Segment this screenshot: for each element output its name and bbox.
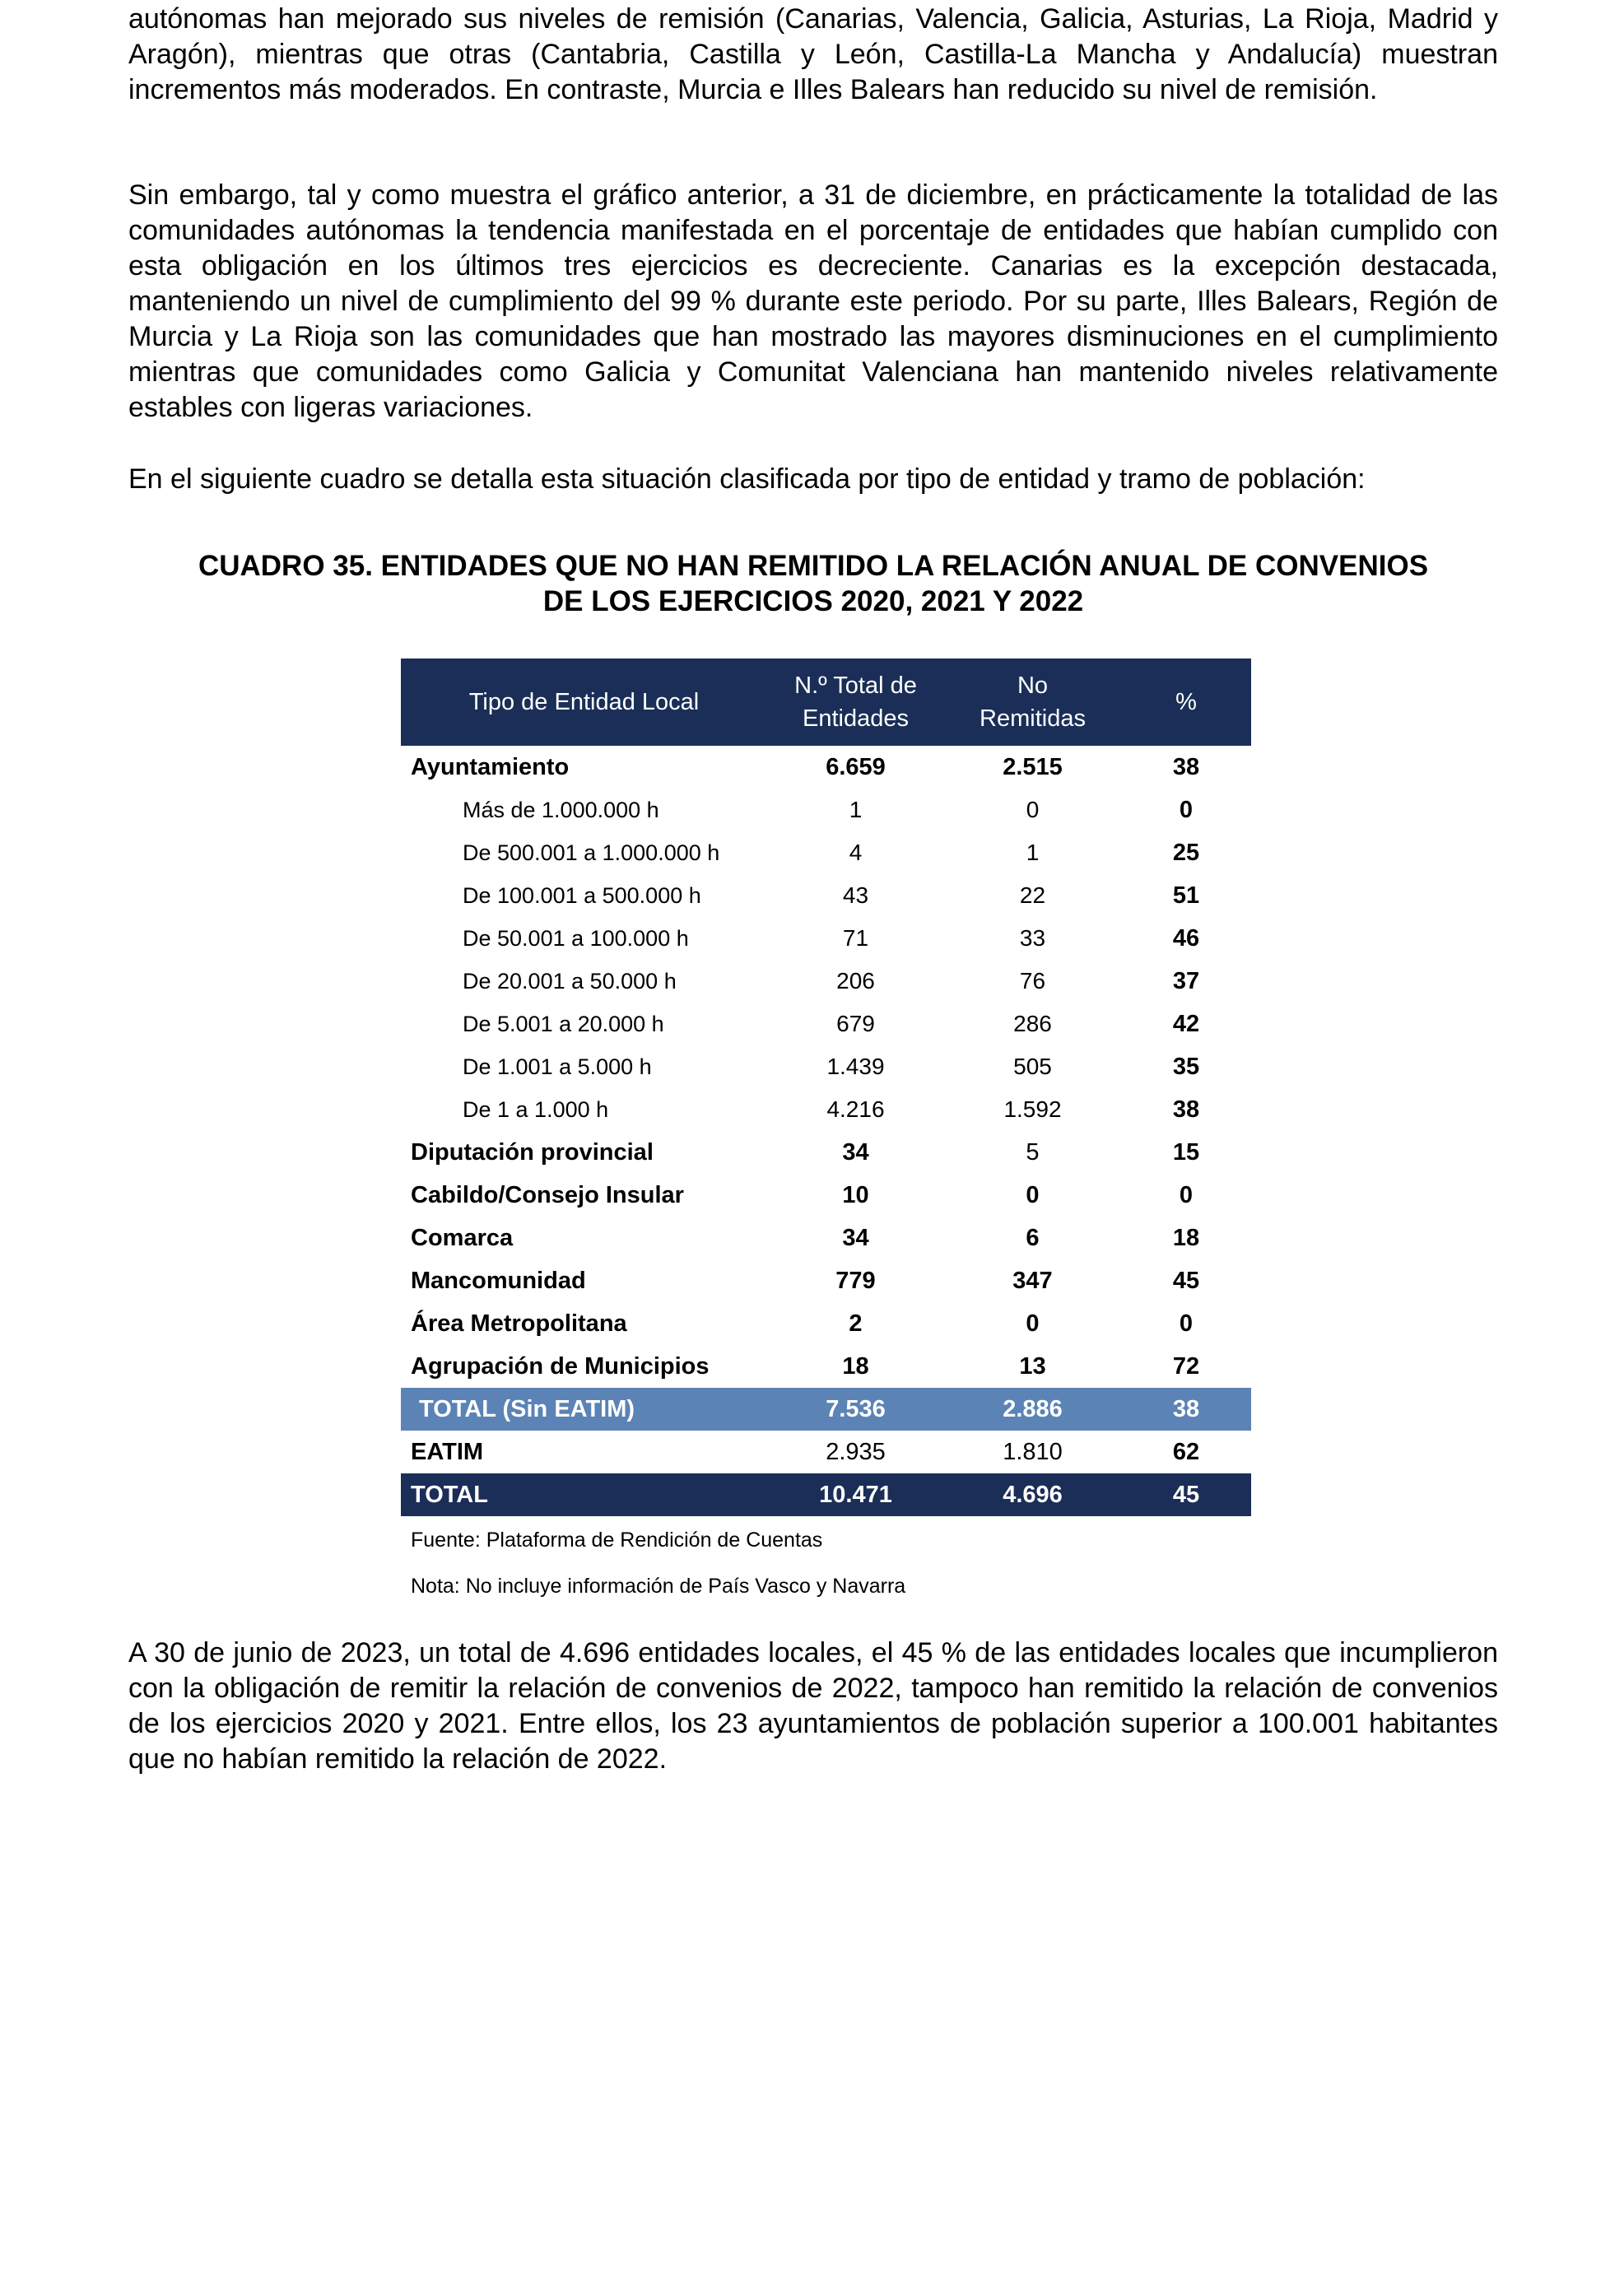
cell-total: 34 <box>842 1138 869 1166</box>
table-header-row <box>401 659 1251 746</box>
cell-pct: 45 <box>1121 1473 1251 1516</box>
cell-name: De 5.001 a 20.000 h <box>463 1011 664 1036</box>
cell-no: 1.592 <box>1003 1096 1062 1122</box>
paragraph-intro: autónomas han mejorado sus niveles de remisión (Canarias, Valencia, Galicia, Asturias, La Rioja, Madrid y Aragón), mientras que otras (Cantabria, Castilla y León, Castilla-La Mancha y Andalucía) muestran incrementos más moderados. En contraste, Murcia e Illes Balears han reducido su nivel de remisión. <box>128 3 1498 105</box>
cell-total: 1 <box>849 797 863 822</box>
cell-total: 1.439 <box>826 1054 885 1079</box>
cell-name: Comarca <box>411 1224 514 1251</box>
cell-total: 18 <box>842 1352 869 1380</box>
header-no-line1: No <box>1017 672 1049 699</box>
cell-name: TOTAL (Sin EATIM) <box>401 1388 767 1431</box>
cell-name: Agrupación de Municipios <box>411 1352 710 1380</box>
cell-no: 2.886 <box>944 1388 1121 1431</box>
cell-total: 2.935 <box>826 1438 886 1465</box>
cell-pct: 0 <box>1179 1310 1194 1337</box>
cell-name: Diputación provincial <box>411 1138 654 1166</box>
cell-no: 0 <box>1026 1310 1040 1337</box>
header-no-remitidas <box>944 659 1121 746</box>
cell-name: TOTAL <box>401 1473 767 1516</box>
table-row-sub <box>401 831 1251 874</box>
cell-no: 13 <box>1019 1352 1046 1380</box>
cell-pct: 51 <box>1172 882 1200 909</box>
table-row-cabildo <box>401 1174 1251 1217</box>
cell-name: De 500.001 a 1.000.000 h <box>463 840 720 865</box>
table-row-eatim <box>401 1431 1251 1473</box>
table-row-ayuntamiento <box>401 746 1251 789</box>
cell-name: De 1 a 1.000 h <box>463 1096 609 1122</box>
cell-total: 779 <box>835 1267 876 1294</box>
cell-total: 7.536 <box>767 1388 944 1431</box>
cell-total: 4 <box>849 840 863 865</box>
cell-name: De 50.001 a 100.000 h <box>463 925 689 951</box>
table-row-agrupacion <box>401 1345 1251 1388</box>
cell-pct: 18 <box>1172 1224 1200 1251</box>
cell-no: 347 <box>1012 1267 1053 1294</box>
cell-no: 4.696 <box>944 1473 1121 1516</box>
table-row-sub <box>401 917 1251 960</box>
table-row-comarca <box>401 1217 1251 1259</box>
cell-pct: 37 <box>1172 967 1200 994</box>
table-row-sub <box>401 874 1251 917</box>
cell-no: 1 <box>1026 840 1040 865</box>
cell-name: Más de 1.000.000 h <box>463 797 659 822</box>
cell-pct: 35 <box>1172 1053 1200 1080</box>
cell-name: De 20.001 a 50.000 h <box>463 968 677 994</box>
cell-total: 679 <box>836 1011 875 1036</box>
table-row-sub <box>401 789 1251 831</box>
cell-total: 4.216 <box>826 1096 885 1122</box>
cell-no: 1.810 <box>1003 1438 1063 1465</box>
cell-total: 10.471 <box>767 1473 944 1516</box>
cell-total: 34 <box>842 1224 869 1251</box>
cell-no: 33 <box>1019 925 1046 951</box>
table-source-note: Fuente: Plataforma de Rendición de Cuentas <box>411 1529 823 1552</box>
cell-pct: 42 <box>1172 1010 1200 1037</box>
cell-total: 71 <box>842 925 869 951</box>
cell-pct: 45 <box>1172 1267 1200 1294</box>
cell-name: Cabildo/Consejo Insular <box>411 1181 684 1208</box>
cell-pct: 62 <box>1172 1438 1200 1465</box>
cell-no: 0 <box>1026 797 1040 822</box>
cell-name: De 1.001 a 5.000 h <box>463 1054 652 1079</box>
cell-no: 5 <box>1026 1138 1040 1166</box>
header-total-line1: N.º Total de <box>794 672 917 699</box>
cell-total: 2 <box>849 1310 863 1337</box>
table-row-area-metropolitana <box>401 1302 1251 1345</box>
header-total <box>767 659 944 746</box>
cell-total: 10 <box>842 1181 869 1208</box>
header-pct: % <box>1121 659 1251 746</box>
cell-total: 206 <box>836 968 875 994</box>
table-row-sub <box>401 1045 1251 1088</box>
cell-pct: 0 <box>1179 1181 1194 1208</box>
cell-no: 286 <box>1013 1011 1052 1036</box>
header-tipo: Tipo de Entidad Local <box>401 659 767 746</box>
paragraph-conclusion: A 30 de junio de 2023, un total de 4.696 entidades locales, el 45 % de las entidades locales que incumplieron con la obligación de remitir la relación de convenios de 2022, tampoco han remitido la relación de convenios de los ejercicios 2020 y 2021. Entre ellos, los 23 ayuntamientos de población superior a 100.001 habitantes que no habían remitido la relación de 2022. <box>128 1637 1498 1775</box>
cell-total: 43 <box>842 882 869 908</box>
cell-pct: 25 <box>1172 839 1200 866</box>
header-total-line2: Entidades <box>803 705 909 732</box>
table-row-total <box>401 1473 1251 1516</box>
cell-no: 2.515 <box>1003 753 1063 780</box>
cell-total: 6.659 <box>826 753 886 780</box>
cell-pct: 72 <box>1172 1352 1200 1380</box>
cell-pct: 38 <box>1172 1096 1200 1123</box>
cell-pct: 0 <box>1179 796 1194 823</box>
cell-no: 76 <box>1019 968 1046 994</box>
table-caption-line2: DE LOS EJERCICIOS 2020, 2021 Y 2022 <box>542 585 1084 617</box>
cell-name: De 100.001 a 500.000 h <box>463 882 701 908</box>
cell-pct: 46 <box>1172 924 1200 952</box>
table-row-sub <box>401 960 1251 1003</box>
cell-no: 22 <box>1019 882 1046 908</box>
paragraph-tendencia: Sin embargo, tal y como muestra el gráfico anterior, a 31 de diciembre, en prácticamente la totalidad de las comunidades autónomas la tendencia manifestada en el porcentaje de entidades que habían cumplido con esta obligación en los últimos tres ejercicios es decreciente. Canarias es la excepción destacada, manteniendo un nivel de cumplimiento del 99 % durante este periodo. Por su parte, Illes Balears, Región de Murcia y La Rioja son las comunidades que han mostrado las mayores disminuciones en el cumplimiento mientras que comunidades como Galicia y Comunitat Valenciana han mantenido niveles relativamente estables con ligeras variaciones. <box>128 179 1498 423</box>
cell-pct: 15 <box>1172 1138 1200 1166</box>
table-row-mancomunidad <box>401 1259 1251 1302</box>
table-row-diputacion <box>401 1131 1251 1174</box>
cell-pct: 38 <box>1121 1388 1251 1431</box>
cell-name: EATIM <box>411 1438 484 1465</box>
cell-name: Ayuntamiento <box>411 753 570 780</box>
cell-no: 0 <box>1026 1181 1040 1208</box>
paragraph-cuadro-intro: En el siguiente cuadro se detalla esta situación clasificada por tipo de entidad y tramo de población: <box>128 463 1366 495</box>
table-row-sub <box>401 1088 1251 1131</box>
cell-name: Mancomunidad <box>411 1267 586 1294</box>
cell-pct: 38 <box>1172 753 1200 780</box>
table-caption-line1: CUADRO 35. ENTIDADES QUE NO HAN REMITIDO LA RELACIÓN ANUAL DE CONVENIOS <box>198 550 1429 582</box>
table-container <box>401 659 1251 1516</box>
cell-no: 505 <box>1013 1054 1052 1079</box>
entidades-table <box>401 659 1251 1516</box>
table-footnote: Nota: No incluye información de País Vasco y Navarra <box>411 1575 906 1598</box>
cell-no: 6 <box>1026 1224 1040 1251</box>
header-no-line2: Remitidas <box>980 705 1086 732</box>
table-row-sub <box>401 1003 1251 1045</box>
table-caption <box>128 548 1498 619</box>
cell-name: Área Metropolitana <box>411 1310 627 1337</box>
table-row-total-sin-eatim <box>401 1388 1251 1431</box>
